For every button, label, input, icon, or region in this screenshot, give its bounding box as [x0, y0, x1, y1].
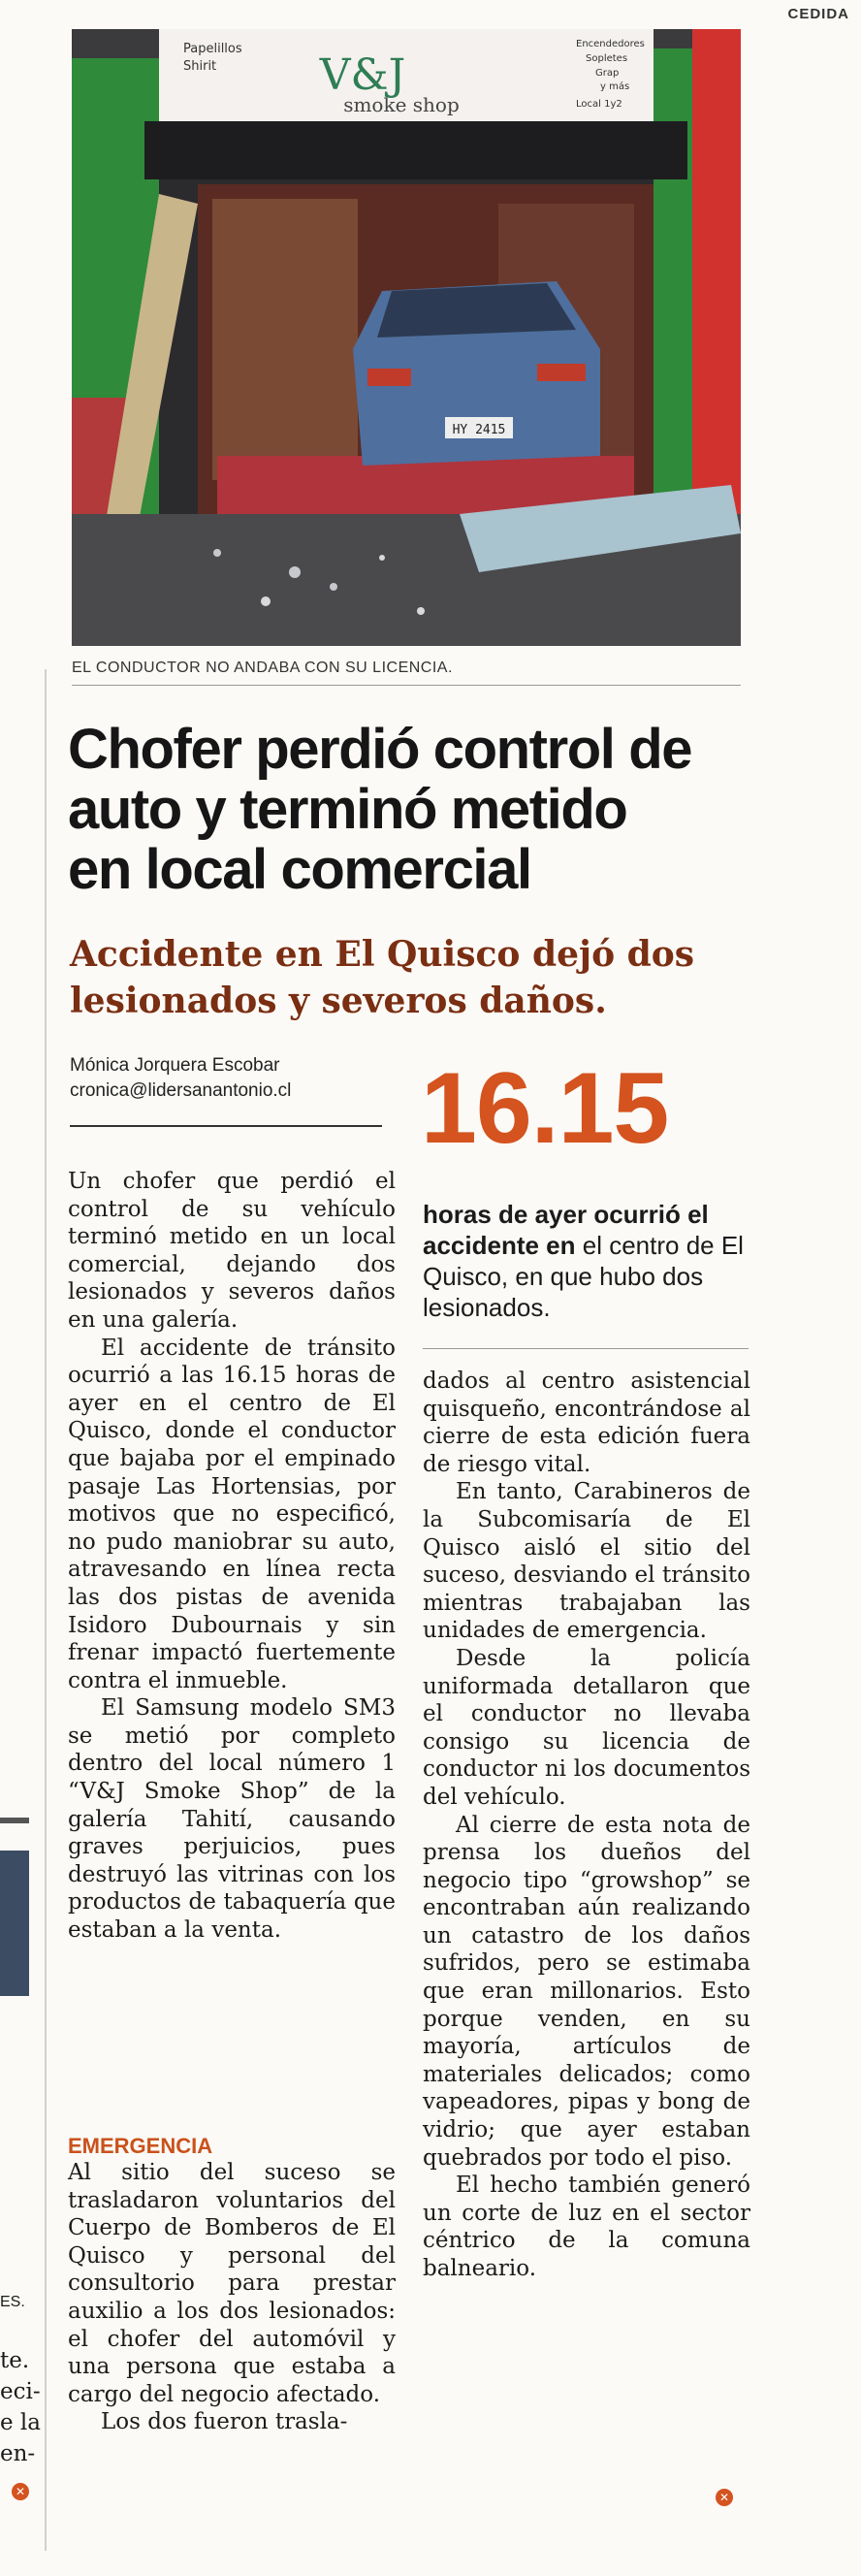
- edge-fragment: e la: [0, 2410, 41, 2435]
- sign-left-line-2: Shirit: [183, 59, 217, 74]
- adjacent-photo-fragment: [0, 1851, 29, 1996]
- headline-line-1: Chofer perdió control de: [68, 718, 692, 781]
- red-frame-right: [692, 29, 741, 533]
- tail-light-right: [537, 364, 586, 381]
- subheadline-line-2: lesionados y severos daños.: [70, 981, 607, 1021]
- sign-subtitle: smoke shop: [343, 93, 460, 116]
- car-rear-window: [377, 283, 576, 338]
- tail-light-left: [367, 369, 411, 386]
- subheadline: [70, 931, 729, 1024]
- sign-right-line-4: y más: [600, 81, 630, 92]
- body-paragraph: Desde la policía uniformada detallaron que el conductor no llevaba consigo su licencia de conductor ni los documentos del vehículo.: [423, 1645, 750, 1810]
- photo-caption: EL CONDUCTOR NO ANDABA CON SU LICENCIA.: [72, 660, 453, 676]
- headline-line-2: auto y terminó metido: [68, 778, 627, 841]
- end-marker-icon: ✕: [716, 2489, 733, 2506]
- awning: [144, 121, 687, 179]
- body-column-left-lower: [68, 2159, 396, 2436]
- body-paragraph: En tanto, Carabineros de la Subcomisaría de El Quisco aisló el sitio del suceso, desviando el tránsito mientras trabajaban las unidades de emergencia.: [423, 1479, 750, 1644]
- sign-right-line-5: Local 1y2: [576, 99, 622, 110]
- body-paragraph: Los dos fueron trasla-: [101, 2409, 348, 2435]
- sign-right-line-1: Encendedores: [576, 39, 645, 49]
- adjacent-rule: [0, 1818, 29, 1823]
- body-paragraph: El hecho también generó un corte de luz en el sector céntrico de la comuna balneario.: [423, 2173, 750, 2281]
- body-paragraph: Al sitio del suceso se trasladaron voluntarios del Cuerpo de Bomberos de El Quisco y personal del consultorio para prestar auxilio a los dos lesionados: el chofer del automóvil y una persona que estaba a cargo del negocio afectado.: [68, 2160, 396, 2407]
- body-column-left: [68, 1168, 396, 1945]
- caption-divider: [72, 685, 741, 686]
- fact-box: [423, 1199, 749, 1323]
- edge-fragment: ES.: [0, 2294, 25, 2310]
- crash-scene-illustration: [72, 29, 741, 646]
- edge-fragment: eci-: [0, 2379, 41, 2404]
- subheadline-line-1: Accidente en El Quisco dejó dos: [70, 934, 695, 975]
- edge-fragment: te.: [0, 2348, 30, 2373]
- body-column-right: [423, 1368, 750, 2283]
- end-marker-icon: ✕: [12, 2483, 29, 2500]
- photo-credit: CEDIDA: [787, 6, 849, 22]
- fact-divider: [423, 1348, 749, 1349]
- news-photo: [72, 29, 741, 646]
- sign-left-line-1: Papelillos: [183, 42, 242, 56]
- body-paragraph: El Samsung modelo SM3 se metió por completo dentro del local número 1 “V&J Smoke Shop” de la galería Tahití, causando graves perjuicios, pues destruyó las vitrinas con los productos de tabaquería que estaban a la venta.: [68, 1695, 396, 1944]
- plate-number: HY 2415: [452, 423, 506, 437]
- sign-right-line-3: Grap: [595, 68, 620, 79]
- fact-bold: horas de ayer ocurrió el accidente en: [423, 1200, 709, 1260]
- fact-rest: el centro de El Quisco, en que hubo dos lesionados.: [423, 1231, 744, 1322]
- body-paragraph: Un chofer que perdió el control de su vehículo terminó metido en un local comercial, dejando dos lesionados y severos daños en una galería.: [68, 1169, 396, 1333]
- headline: [68, 720, 766, 900]
- author-email[interactable]: cronica@lidersanantonio.cl: [70, 1080, 292, 1101]
- body-paragraph: El accidente de tránsito ocurrió a las 16.15 horas de ayer en el centro de El Quisco, donde el conductor que bajaba por el empinado pasaje Las Hortensias, por motivos que no especificó, no pudo maniobrar su auto, atravesando en línea recta las dos pistas de avenida Isidoro Dubournais y sin frenar impactó fuertemente contra el inmueble.: [68, 1335, 396, 1693]
- sign-right-line-2: Sopletes: [586, 53, 628, 64]
- byline-divider: [70, 1125, 382, 1127]
- section-label: EMERGENCIA: [68, 2134, 213, 2158]
- column-divider: [45, 669, 47, 2551]
- body-paragraph: Al cierre de esta nota de prensa los dueños del negocio tipo “growshop” se encontraban aún realizando un catastro de los daños sufridos, pero se estimaba que eran millonarios. Esto porque venden, en su mayoría, artículos de materiales delicados; como vapeadores, pipas y bong de vidrio; que ayer estaban quebrados por todo el piso.: [423, 1812, 750, 2171]
- edge-fragment: en-: [0, 2441, 36, 2466]
- sign-brand: V&J: [319, 50, 406, 100]
- author-name: Mónica Jorquera Escobar: [70, 1055, 280, 1076]
- headline-line-3: en local comercial: [68, 838, 531, 901]
- big-number: 16.15: [421, 1052, 669, 1165]
- body-paragraph: dados al centro asistencial quisqueño, encontrándose al cierre de esta edición fuera de riesgo vital.: [423, 1368, 750, 1477]
